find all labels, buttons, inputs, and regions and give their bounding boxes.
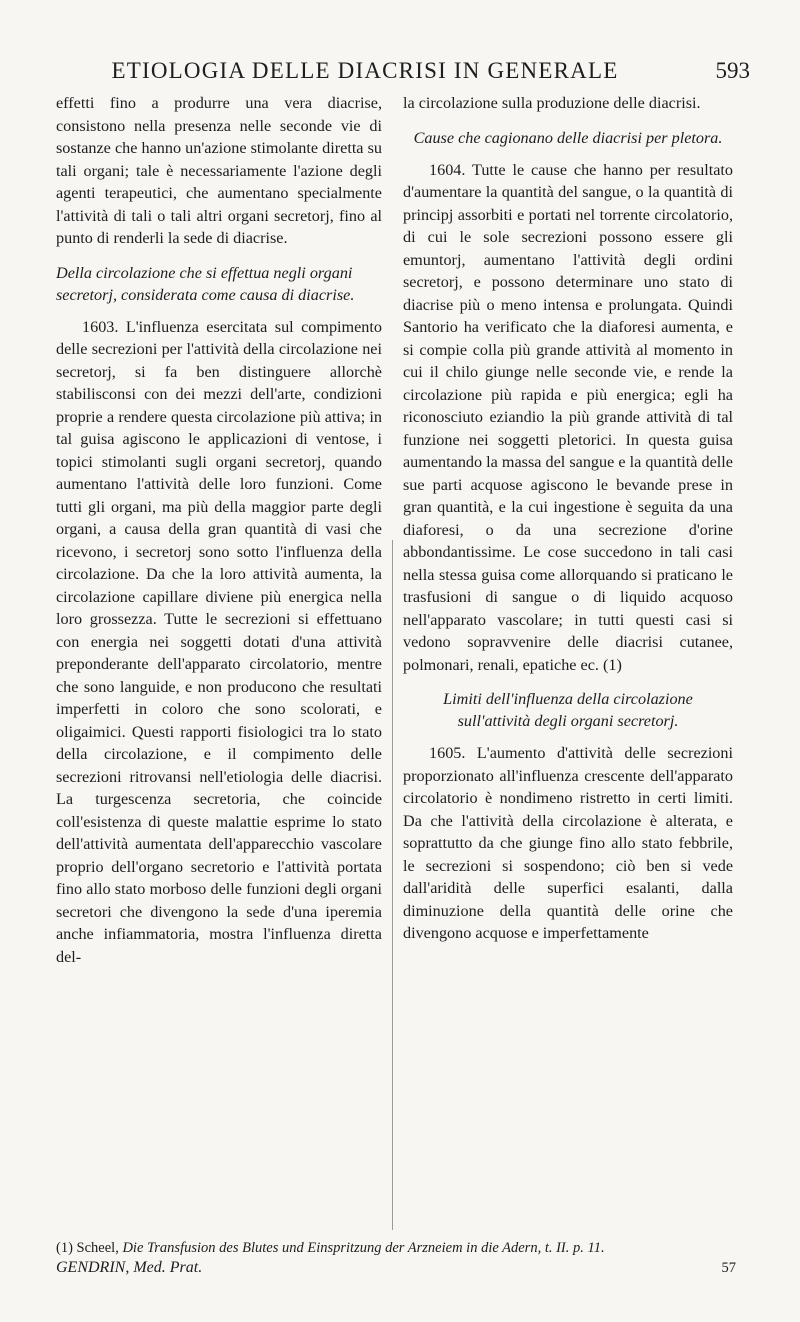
paragraph-number: 1604. [429,160,466,179]
right-column [403,92,733,945]
left-paragraph-continued: effetti fino a produrre una vera diacrise, consistono nella presenza nelle seconde vie di sostanze che hanno un'azione stimolante diretta su tali organi; tale è necessariamente l'azione degli agenti terapeutici, che aumentano specialmente l'attività di tali o tali altri organi secretorj, fino al punto di renderli la sede di diacrise. [56,94,382,247]
printer-signature: GENDRIN, Med. Prat. [56,1259,203,1276]
paragraph-number: 1603. [82,317,119,336]
column-divider [392,540,393,1230]
paragraph-1605 [403,742,733,945]
footnote-line [56,1238,756,1258]
footnote [56,1238,756,1278]
paragraph-text: L'influenza esercitata sul compimento delle secrezioni per l'attività della circolazione nei secretorj, si fa ben distinguere allorchè stabilisconsi con dei mezzi dell'arte, condizioni proprie a rendere questa circolazione più attiva; in tal guisa agiscono le applicazioni di ventose, i topici stimolanti sugli organi secretorj, quando aumentano l'attività delle loro funzioni. Come tutti gli organi, ma più della maggior parte degli organi, a causa della gran quantità di vasi che ricevono, i secretorj sono sotto l'influenza della circolazione. Da che la loro attività aumenta, la circolazione capillare diviene più energica nella loro grossezza. Tutte le secrezioni si effettuano con energia nei soggetti dotati d'una attività preponderante dell'apparato circolatorio, mentre che sono languide, e non producono che resultati imperfetti in coloro che sono scolorati, e oligaimici. Questi rapporti fisiologici tra lo stato della circolazione, e il compimento delle secrezioni ritrovansi nell'etiologia delle diacrisi. La turgescenza secretoria, che coincide coll'esistenza di queste malattie esprime lo stato dell'attività aumentata dell'apparecchio vascolare proprio dell'organo secretorio e l'attività portata fino allo stato morboso delle funzioni degli organi secretori che divengono la sede d'una iperemia anche infiammatoria, mostra l'influenza diretta del- [56,317,382,966]
section-heading-pletora: Cause che cagionano delle diacrisi per pletora. [413,128,723,147]
left-column [56,92,382,968]
page-signature-line [56,1258,736,1278]
right-paragraph-continued: la circolazione sulla produzione delle diacrisi. [403,94,701,112]
paragraph-1603 [56,316,382,969]
footnote-citation: Die Transfusion des Blutes und Einspritzung der Arzneiem in die Adern, t. II. p. 11. [122,1240,605,1256]
sheet-number: 57 [721,1260,736,1276]
running-header [60,58,750,86]
footnote-author: Scheel, [76,1240,119,1256]
page-number: 593 [715,58,750,83]
paragraph-number: 1605. [429,744,466,762]
section-heading-circolazione: Della circolazione che si effettua negli organi secretorj, considerata come causa di diacrise. [56,263,355,304]
paragraph-text: Tutte le cause che hanno per resultato d'aumentare la quantità del sangue, o la quantità di principj assorbiti e portati nel torrente circolatorio, di cui le sole secrezioni possono essere gli emuntorj, aumentano l'attività degli ordini secretorj, e possono determinare uno stato di diacrise più o meno intensa e prolungata. Quindi Santorio ha verificato che la diaforesi aumenta, e si compie colla più grande attività al momento in cui il chilo giunge nelle seconde vie, e rende la circolazione più rapida e più energica; egli ha riconosciuto eziandio la più grande attività di tal funzione nei soggetti pletorici. In questa guisa aumentando la massa del sangue e la quantità delle sue parti acquose agiscono le bevande prese in gran quantità, e la cui ingestione è seguita da una diaforesi, o da una secrezione d'orine abbondantissime. Le cose succedono in tali casi nella stessa guisa come allorquando si praticano le trasfusioni di sangue o di liquido acquoso nell'apparato vascolare; in tutti questi casi si vedono sopravvenire delle diacrisi cutanee, polmonari, renali, epatiche ec. (1) [403,160,733,674]
running-title: ETIOLOGIA DELLE DIACRISI IN GENERALE [111,58,619,83]
paragraph-1604 [403,159,733,677]
footnote-marker: (1) [56,1240,73,1256]
paragraph-text: L'aumento d'attività delle secrezioni proporzionato all'influenza crescente dell'apparato circolatorio è nondimeno ristretto in certi limiti. Da che l'attività della circolazione è alterata, e soprattutto da che giunge fino allo stato febbrile, le secrezioni si sospendono; ciò ben si vede dall'aridità delle superfici esalanti, dalla diminuzione della quantità delle orine che divengono acquose e imperfettamente [403,744,733,942]
section-heading-limiti: Limiti dell'influenza della circolazione sull'attività degli organi secretorj. [443,690,693,730]
